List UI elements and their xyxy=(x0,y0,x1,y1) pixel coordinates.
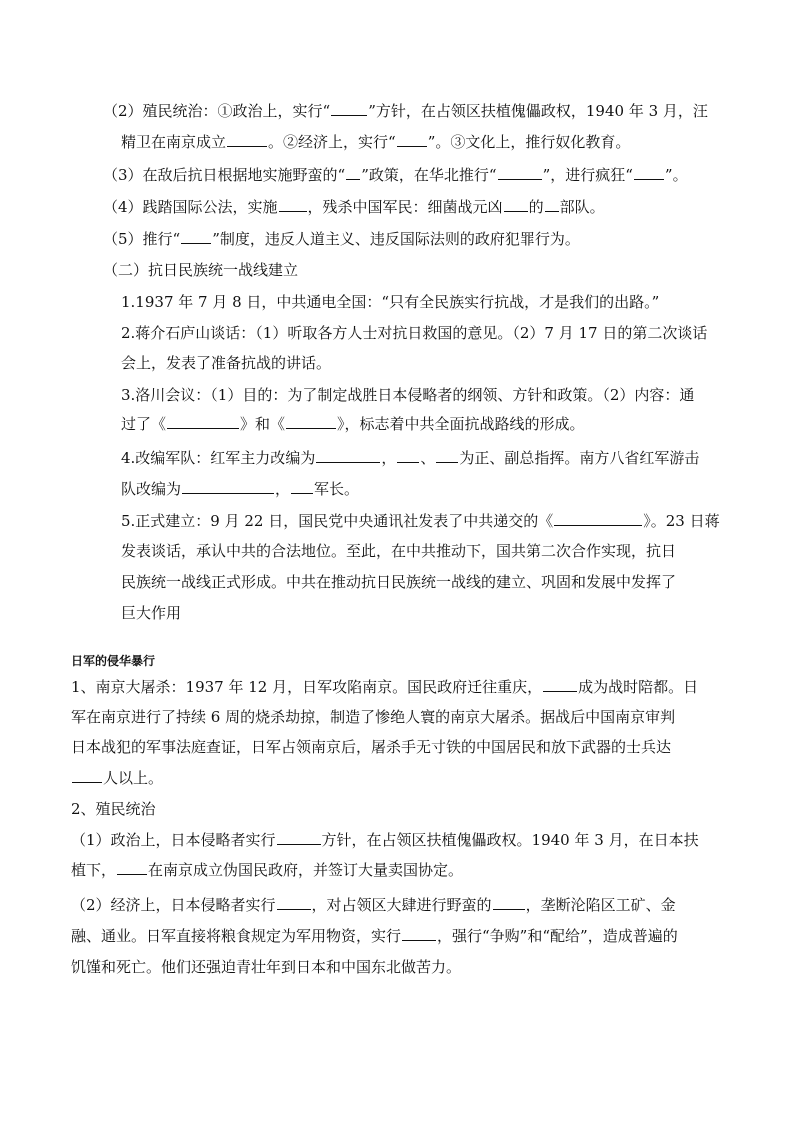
text: 成为战时陪都。日 xyxy=(578,678,699,696)
text: 方针，在占领区扶植傀儡政权。1940 年 3 月，在日本扶 xyxy=(321,831,699,849)
text: （3）在敌后抗日根据地实施野蛮的“ xyxy=(103,166,346,184)
blank xyxy=(346,165,360,180)
text: ”，进行疯狂“ xyxy=(542,166,633,184)
text: 融、通业。日军直接将粮食规定为军用物资，实行 xyxy=(71,927,402,945)
text: 。②经济上，实行“ xyxy=(268,133,396,151)
blank xyxy=(554,511,642,526)
s2-title: 2、殖民统治 xyxy=(71,800,156,818)
text: 4.改编军队：红军主力改编为 xyxy=(121,449,316,467)
item2-line2: 会上，发表了准备抗战的讲话。 xyxy=(121,354,332,372)
blank xyxy=(316,448,380,463)
item5-line1 xyxy=(121,511,720,531)
item4-line1 xyxy=(121,448,699,468)
blank xyxy=(397,448,419,463)
s2-p1-line2 xyxy=(71,860,463,880)
blank xyxy=(227,132,267,147)
blank xyxy=(277,895,311,910)
text: ，对占领区大肆进行野蛮的 xyxy=(311,896,492,914)
s2-p2-line3: 饥馑和死亡。他们还强迫青壮年到日本和中国东北做苦力。 xyxy=(71,958,462,976)
item3-line2 xyxy=(121,414,585,434)
blank xyxy=(397,132,427,147)
item2-line1: 2.蒋介石庐山谈话：（1）听取各方人士对抗日救国的意见。（2）7 月 17 日的第二次谈话 xyxy=(121,324,708,342)
item5-line2: 发表谈话，承认中共的合法地位。至此，在中共推动下，国共第二次合作实现，抗日 xyxy=(121,542,677,560)
text: ， xyxy=(381,449,397,467)
text: 在南京成立伪国民政府，并签订大量卖国协定。 xyxy=(148,861,464,879)
item4-line2 xyxy=(121,479,359,499)
blank xyxy=(72,768,102,783)
blank xyxy=(117,860,147,875)
blank xyxy=(436,448,458,463)
text: ，强行“争购”和“配给”，造成普遍的 xyxy=(437,927,678,945)
blank xyxy=(402,926,436,941)
text: 为正、副总指挥。南方八省红军游击 xyxy=(459,449,700,467)
text: 精卫在南京成立 xyxy=(121,133,227,151)
s2-p2-line1 xyxy=(71,895,676,915)
blank xyxy=(504,197,528,212)
text: ”。③文化上，推行奴化教育。 xyxy=(427,133,631,151)
blank xyxy=(543,677,577,692)
text: 部队。 xyxy=(559,198,605,216)
blank xyxy=(181,229,211,244)
blank xyxy=(279,197,307,212)
section2-title: （二）抗日民族统一战线建立 xyxy=(103,261,299,279)
text: （4）践踏国际公法，实施 xyxy=(103,198,278,216)
blank xyxy=(286,414,336,429)
text: （2）经济上，日本侵略者实行 xyxy=(71,896,276,914)
p3-line xyxy=(103,165,688,185)
blank xyxy=(331,101,367,116)
text: ”。 xyxy=(664,166,688,184)
s1-line3: 日本战犯的军事法庭查证，日军占领南京后，屠杀手无寸铁的中国居民和放下武器的士兵达 xyxy=(71,738,672,756)
s1-line4 xyxy=(71,768,163,788)
s1-line1 xyxy=(71,677,698,697)
text: 人以上。 xyxy=(103,769,164,787)
item5-line4: 巨大作用 xyxy=(121,604,182,622)
blank xyxy=(277,830,321,845)
item1: 1.1937 年 7 月 8 日，中共通电全国：“只有全民族实行抗战，才是我们的出路。” xyxy=(121,293,660,311)
text: ，垄断沦陷区工矿、金 xyxy=(525,896,676,914)
text: 》。23 日蒋 xyxy=(643,512,720,530)
text: 队改编为 xyxy=(121,480,182,498)
p4-line xyxy=(103,197,605,217)
blank xyxy=(493,895,525,910)
s1-line2: 军在南京进行了持续 6 周的烧杀劫掠，制造了惨绝人寰的南京大屠杀。据战后中国南京审判 xyxy=(71,708,676,726)
s2-p1-line1 xyxy=(71,830,699,850)
p2-line2 xyxy=(121,132,630,152)
text: ”制度，违反人道主义、违反国际法则的政府犯罪行为。 xyxy=(212,230,580,248)
text: 、 xyxy=(420,449,436,467)
text: 5.正式建立：9 月 22 日，国民党中央通讯社发表了中共递交的《 xyxy=(121,512,554,530)
text: （1）政治上，日本侵略者实行 xyxy=(71,831,276,849)
text: 的 xyxy=(528,198,544,216)
text: 》和《 xyxy=(240,415,286,433)
blank xyxy=(182,479,274,494)
blank xyxy=(291,479,313,494)
blank xyxy=(167,414,239,429)
section-heading: 日军的侵华暴行 xyxy=(71,654,156,668)
text: ”方针，在占领区扶植傀儡政权，1940 年 3 月，汪 xyxy=(368,102,708,120)
text: 植下， xyxy=(71,861,117,879)
p2-line1 xyxy=(103,101,708,121)
text: （5）推行“ xyxy=(103,230,181,248)
blank xyxy=(498,165,542,180)
text: 军长。 xyxy=(314,480,360,498)
text: ，残杀中国军民：细菌战元凶 xyxy=(307,198,503,216)
item5-line3: 民族统一战线正式形成。中共在推动抗日民族统一战线的建立、巩固和发展中发挥了 xyxy=(121,573,677,591)
text: 过了《 xyxy=(121,415,167,433)
item3-line1: 3.洛川会议：（1）目的：为了制定战胜日本侵略者的纲领、方针和政策。（2）内容：通 xyxy=(121,386,695,404)
text: 1、南京大屠杀：1937 年 12 月，日军攻陷南京。国民政府迁往重庆， xyxy=(71,678,543,696)
blank xyxy=(545,197,559,212)
text: 》，标志着中共全面抗战路线的形成。 xyxy=(337,415,585,433)
text: ， xyxy=(275,480,291,498)
p5-line xyxy=(103,229,580,249)
text: ”政策，在华北推行“ xyxy=(361,166,497,184)
s2-p2-line2 xyxy=(71,926,678,946)
text: （2）殖民统治：①政治上，实行“ xyxy=(103,102,331,120)
blank xyxy=(634,165,664,180)
